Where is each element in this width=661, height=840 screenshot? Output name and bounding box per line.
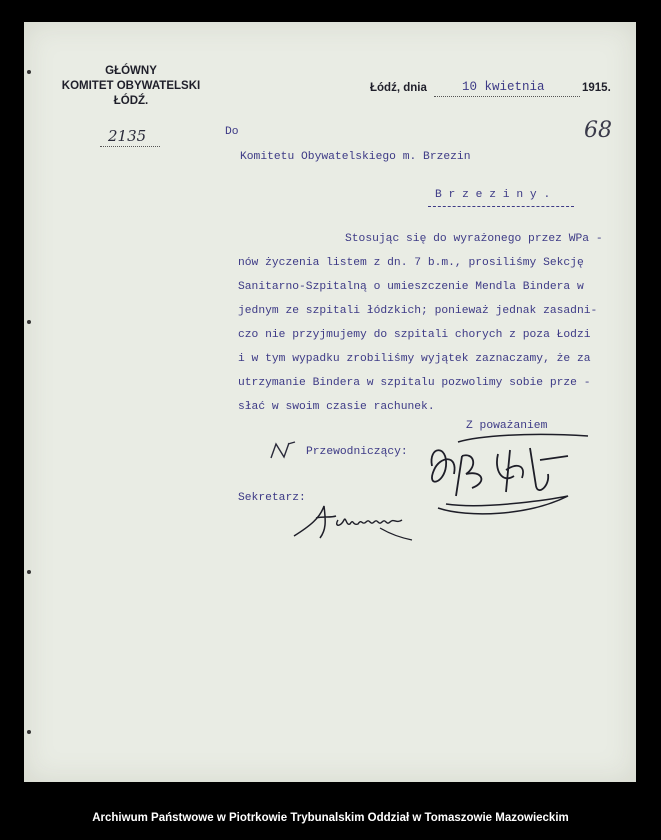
recipient-name: Komitetu Obywatelskiego m. Brzezin (240, 151, 471, 163)
city-underline (428, 206, 574, 207)
body-line: utrzymanie Bindera w szpitalu pozwolimy sobie prze - (238, 377, 591, 389)
letterhead (56, 64, 206, 109)
secretary-label: Sekretarz: (238, 492, 306, 504)
archive-footer: Archiwum Państwowe w Piotrkowie Trybunalskim Oddział w Tomaszowie Mazowieckim (92, 812, 569, 824)
reference-number: 2135 (108, 127, 147, 145)
letterhead-line2: KOMITET OBYWATELSKI (61, 80, 201, 92)
chairman-label: Przewodniczący: (306, 446, 408, 458)
place-label: Łódź, dnia (370, 82, 427, 94)
body-line: czo nie przyjmujemy do szpitali chorych z poza Łodzi (238, 329, 591, 341)
body-line: Stosując się do wyrażonego przez WPa - (345, 233, 603, 245)
binder-hole (27, 70, 31, 74)
secretary-signature (290, 496, 420, 546)
body-line: słać w swoim czasie rachunek. (238, 401, 435, 413)
handwritten-mark (268, 440, 298, 462)
body-line: i w tym wypadku zrobiliśmy wyjątek zaznaczamy, że za (238, 353, 591, 365)
reference-underline (100, 146, 160, 147)
body-line: jednym ze szpitali łódzkich; ponieważ jednak zasadni- (238, 305, 598, 317)
date-underline (434, 96, 580, 97)
chairman-signature (418, 426, 598, 526)
letterhead-line1: GŁÓWNY (105, 65, 157, 77)
recipient-to: Do (225, 126, 239, 138)
date-year: 1915. (582, 82, 611, 94)
folio-number: 68 (584, 118, 612, 143)
body-line: nów życzenia listem z dn. 7 b.m., prosiliśmy Sekcję (238, 257, 584, 269)
date-day-month: 10 kwietnia (462, 80, 545, 94)
body-line: Sanitarno-Szpitalną o umieszczenie Mendla Bindera w (238, 281, 584, 293)
binder-hole (27, 730, 31, 734)
letterhead-line3: ŁÓDŹ. (113, 95, 149, 107)
binder-hole (27, 570, 31, 574)
binder-hole (27, 320, 31, 324)
closing: Z poważaniem (466, 420, 548, 432)
recipient-city: B r z e z i n y . (435, 189, 551, 201)
